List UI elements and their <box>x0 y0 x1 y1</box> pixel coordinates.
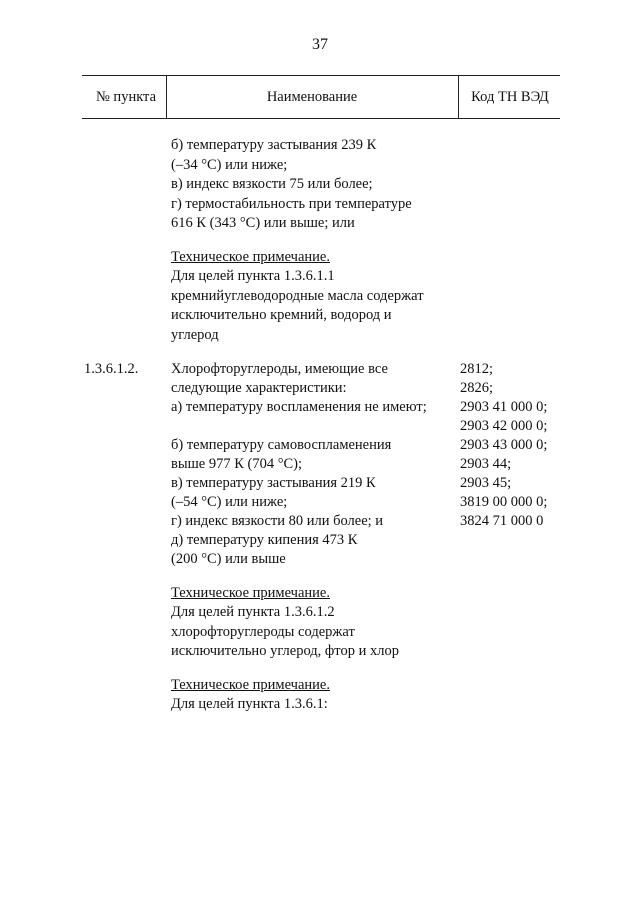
tn-ved-code: 2903 42 000 0; <box>460 418 548 434</box>
tn-ved-code: 2826; <box>460 380 494 396</box>
header-bottom-rule <box>82 118 560 119</box>
note-line: исключительно кремний, водород и <box>171 307 392 323</box>
tn-ved-code: 2903 41 000 0; <box>460 399 548 415</box>
tn-ved-code: 2903 45; <box>460 475 512 491</box>
tn-ved-code: 3824 71 000 0 <box>460 513 544 529</box>
text-line: д) температуру кипения 473 К <box>171 532 358 548</box>
tn-ved-code: 2903 44; <box>460 456 512 472</box>
text-line: следующие характеристики: <box>171 380 347 396</box>
note-line: кремнийуглеводородные масла содержат <box>171 288 424 304</box>
header-divider-2 <box>458 75 459 118</box>
technical-note-title: Техническое примечание. <box>171 249 330 265</box>
page-number: 37 <box>312 36 328 53</box>
text-line: в) индекс вязкости 75 или более; <box>171 176 373 192</box>
text-line: (–34 °С) или ниже; <box>171 157 288 173</box>
text-line: (200 °С) или выше <box>171 551 286 567</box>
note-line: хлорофторуглероды содержат <box>171 624 355 640</box>
text-line: г) индекс вязкости 80 или более; и <box>171 513 384 529</box>
column-header-code: Код ТН ВЭД <box>471 89 549 105</box>
technical-note-title: Техническое примечание. <box>171 677 330 693</box>
column-header-name: Наименование <box>266 89 358 105</box>
text-line: г) термостабильность при температуре <box>171 196 412 212</box>
text-line: Хлорофторуглероды, имеющие все <box>171 361 388 377</box>
note-line: Для целей пункта 1.3.6.1.2 <box>171 604 335 620</box>
text-line: 616 К (343 °С) или выше; или <box>171 215 355 231</box>
tn-ved-code: 2903 43 000 0; <box>460 437 548 453</box>
text-line: выше 977 К (704 °С); <box>171 456 303 472</box>
note-line: Для целей пункта 1.3.6.1.1 <box>171 268 335 284</box>
header-divider-1 <box>166 75 167 118</box>
text-line: а) температуру воспламенения не имеют; <box>171 399 427 415</box>
text-line: (–54 °С) или ниже; <box>171 494 288 510</box>
note-line: углерод <box>171 327 219 343</box>
tn-ved-code: 3819 00 000 0; <box>460 494 548 510</box>
column-header-item: № пункта <box>95 89 157 105</box>
note-line: Для целей пункта 1.3.6.1: <box>171 696 328 712</box>
text-line: б) температуру самовоспламенения <box>171 437 392 453</box>
item-number: 1.3.6.1.2. <box>84 361 139 377</box>
technical-note-title: Техническое примечание. <box>171 585 330 601</box>
header-top-rule <box>82 75 560 76</box>
note-line: исключительно углерод, фтор и хлор <box>171 643 399 659</box>
tn-ved-code: 2812; <box>460 361 494 377</box>
text-line: в) температуру застывания 219 К <box>171 475 376 491</box>
text-line: б) температуру застывания 239 К <box>171 137 377 153</box>
